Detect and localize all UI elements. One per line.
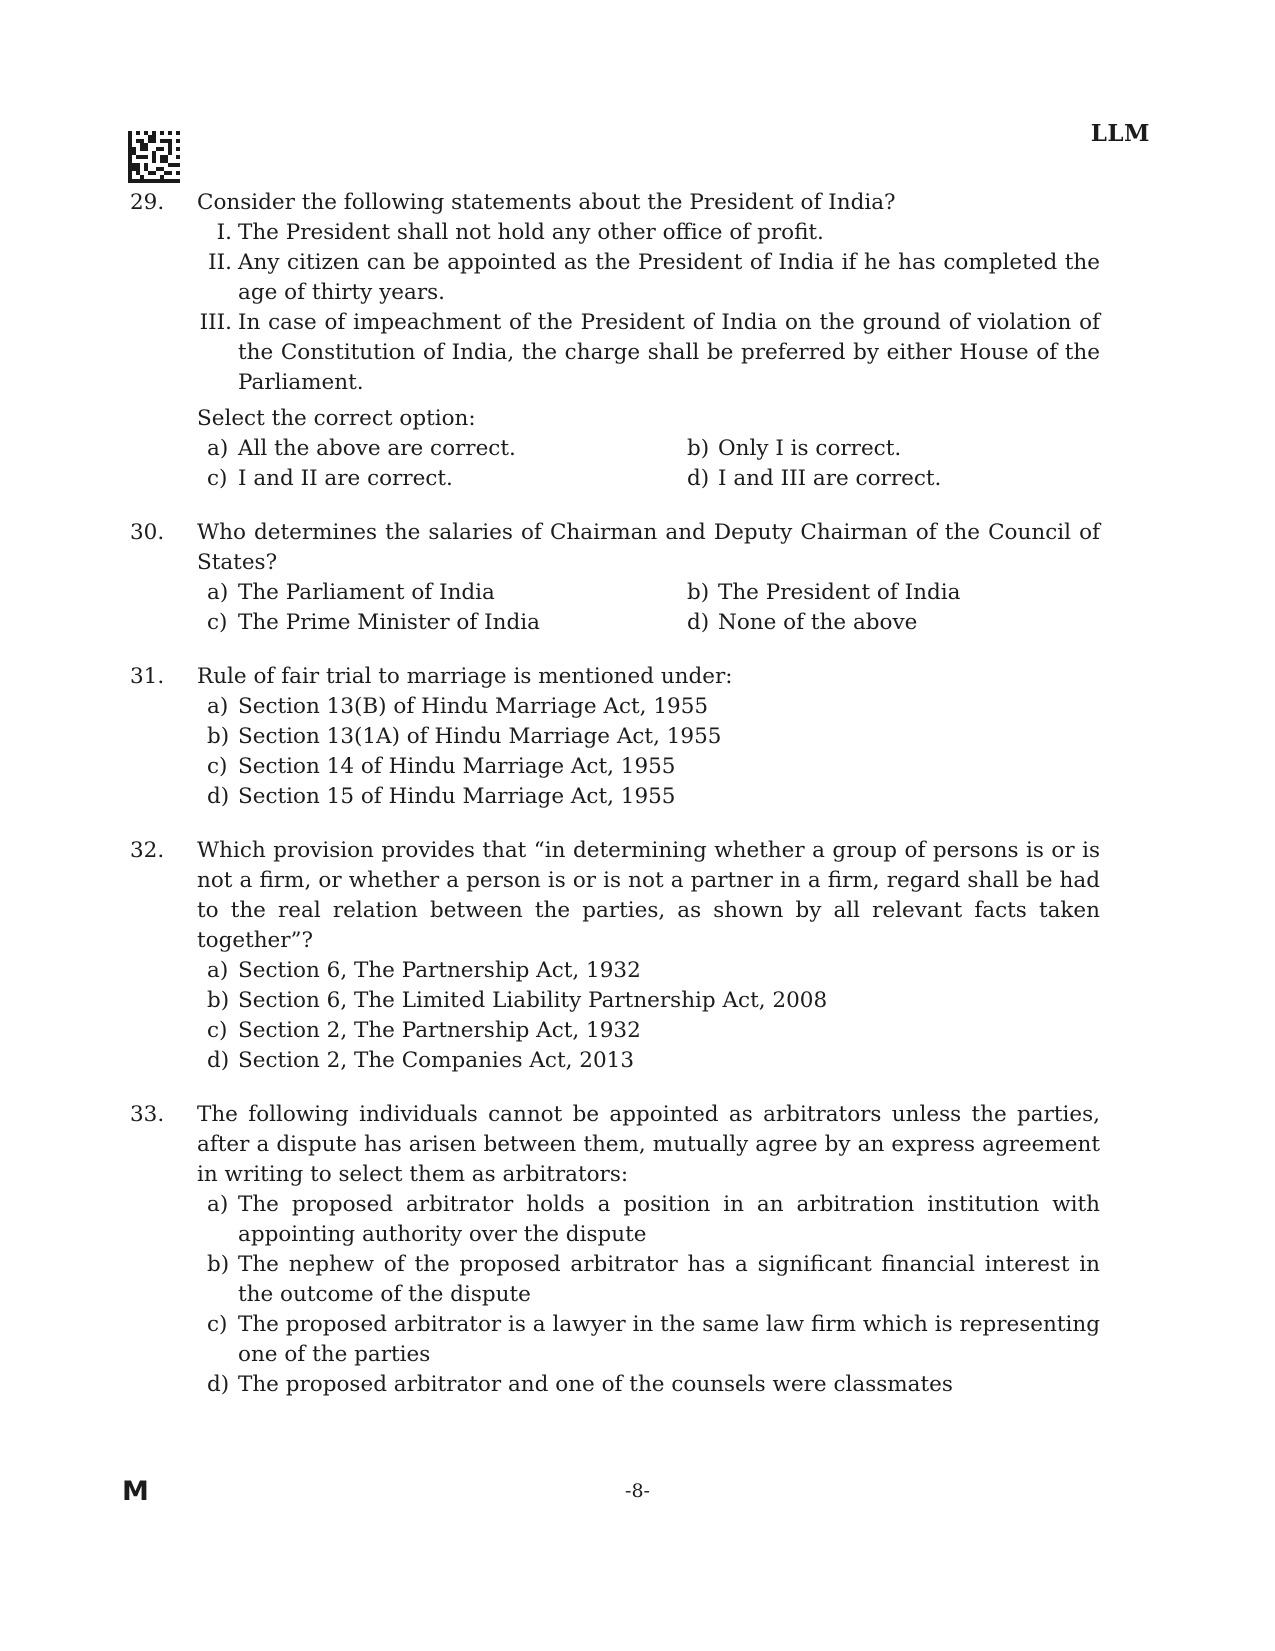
question-text: Who determines the salaries of Chairman and Deputy Chairman of the Council of States? [197,520,1100,575]
option-label: a) [207,436,229,461]
option-label: d) [687,466,710,491]
options-grid [207,434,1100,494]
option-text: The nephew of the proposed arbitrator has a significant financial interest in the outcome of the dispute [238,1252,1100,1307]
statement-label: III. [199,310,232,335]
question-text: Consider the following statements about the President of India? [197,190,896,215]
option-b[interactable] [207,986,1100,1016]
series-code: M [122,1476,149,1507]
option-text: The Parliament of India [238,580,495,605]
option-text: Section 2, The Companies Act, 2013 [238,1048,634,1073]
option-text: Section 2, The Partnership Act, 1932 [238,1018,641,1043]
statement [195,248,1100,308]
qr-code-icon [128,131,180,183]
option-label: d) [207,1372,230,1397]
question-number: 30. [130,520,165,545]
option-text: The Prime Minister of India [238,610,540,635]
option-text: Section 14 of Hindu Marriage Act, 1955 [238,754,676,779]
option-label: b) [207,724,230,749]
option-text: The President of India [718,580,961,605]
option-a[interactable] [207,1190,1100,1250]
page-number: -8- [625,1480,650,1502]
option-label: c) [207,1018,228,1043]
option-label: c) [207,1312,228,1337]
option-label: c) [207,466,228,491]
option-text: Section 13(B) of Hindu Marriage Act, 1955 [238,694,709,719]
option-d[interactable] [687,608,1100,638]
option-b[interactable] [207,722,1100,752]
option-text: The proposed arbitrator is a lawyer in the same law firm which is representing one of the parties [238,1312,1100,1367]
option-label: d) [207,1048,230,1073]
option-label: d) [687,610,710,635]
statement-text: In case of impeachment of the President of India on the ground of violation of the Constitution of India, the charge shall be preferred by either House of the Parliament. [238,310,1100,395]
question-number: 31. [130,664,165,689]
option-label: a) [207,958,229,983]
question-text: Which provision provides that “in determining whether a group of persons is or is not a firm, or whether a person is or is not a partner in a firm, regard shall be had to the real relation between the parties, as shown by all relevant facts taken together”? [197,838,1100,953]
question-number: 29. [130,190,165,215]
statement [195,218,1100,248]
option-label: b) [687,580,710,605]
statement-text: The President shall not hold any other office of profit. [238,220,824,245]
option-label: c) [207,610,228,635]
option-text: Section 6, The Partnership Act, 1932 [238,958,641,983]
option-text: Section 13(1A) of Hindu Marriage Act, 1955 [238,724,722,749]
option-text: Only I is correct. [718,436,902,461]
question-31 [130,662,1100,812]
option-c[interactable] [207,464,687,494]
question-text: Rule of fair trial to marriage is mentioned under: [197,664,733,689]
select-instruction: Select the correct option: [197,406,476,431]
question-30 [130,518,1100,638]
question-33 [130,1100,1100,1400]
option-text: The proposed arbitrator and one of the counsels were classmates [238,1372,953,1397]
options-list [207,956,1100,1076]
option-text: I and III are correct. [718,466,942,491]
question-number: 33. [130,1102,165,1127]
options-list [207,692,1100,812]
option-a[interactable] [207,956,1100,986]
option-label: b) [207,1252,230,1277]
options-list [207,1190,1100,1400]
question-29 [130,188,1100,494]
option-text: I and II are correct. [238,466,453,491]
option-text: All the above are correct. [238,436,516,461]
question-text: The following individuals cannot be appointed as arbitrators unless the parties, after a dispute has arisen between them, mutually agree by an express agreement in writing to select them as arbitrators: [197,1102,1100,1187]
options-grid [207,578,1100,638]
question-list [130,188,1100,1424]
option-b[interactable] [687,434,1100,464]
option-label: c) [207,754,228,779]
option-c[interactable] [207,1310,1100,1370]
option-label: b) [207,988,230,1013]
option-label: a) [207,580,229,605]
option-c[interactable] [207,1016,1100,1046]
option-label: a) [207,694,229,719]
option-c[interactable] [207,752,1100,782]
option-d[interactable] [207,1370,1100,1400]
option-b[interactable] [687,578,1100,608]
option-d[interactable] [207,1046,1100,1076]
statement-label: II. [208,250,232,275]
statement-text: Any citizen can be appointed as the President of India if he has completed the age of thirty years. [238,250,1100,305]
option-a[interactable] [207,434,687,464]
option-text: None of the above [718,610,918,635]
question-number: 32. [130,838,165,863]
option-text: The proposed arbitrator holds a position in an arbitration institution with appointing authority over the dispute [238,1192,1100,1247]
statement [195,308,1100,398]
option-text: Section 15 of Hindu Marriage Act, 1955 [238,784,676,809]
option-d[interactable] [687,464,1100,494]
option-label: d) [207,784,230,809]
option-text: Section 6, The Limited Liability Partnership Act, 2008 [238,988,828,1013]
option-d[interactable] [207,782,1100,812]
option-label: b) [687,436,710,461]
option-b[interactable] [207,1250,1100,1310]
option-a[interactable] [207,692,1100,722]
option-c[interactable] [207,608,687,638]
statement-label: I. [216,220,232,245]
option-a[interactable] [207,578,687,608]
option-label: a) [207,1192,229,1217]
paper-code: LLM [1090,120,1150,147]
question-32 [130,836,1100,1076]
